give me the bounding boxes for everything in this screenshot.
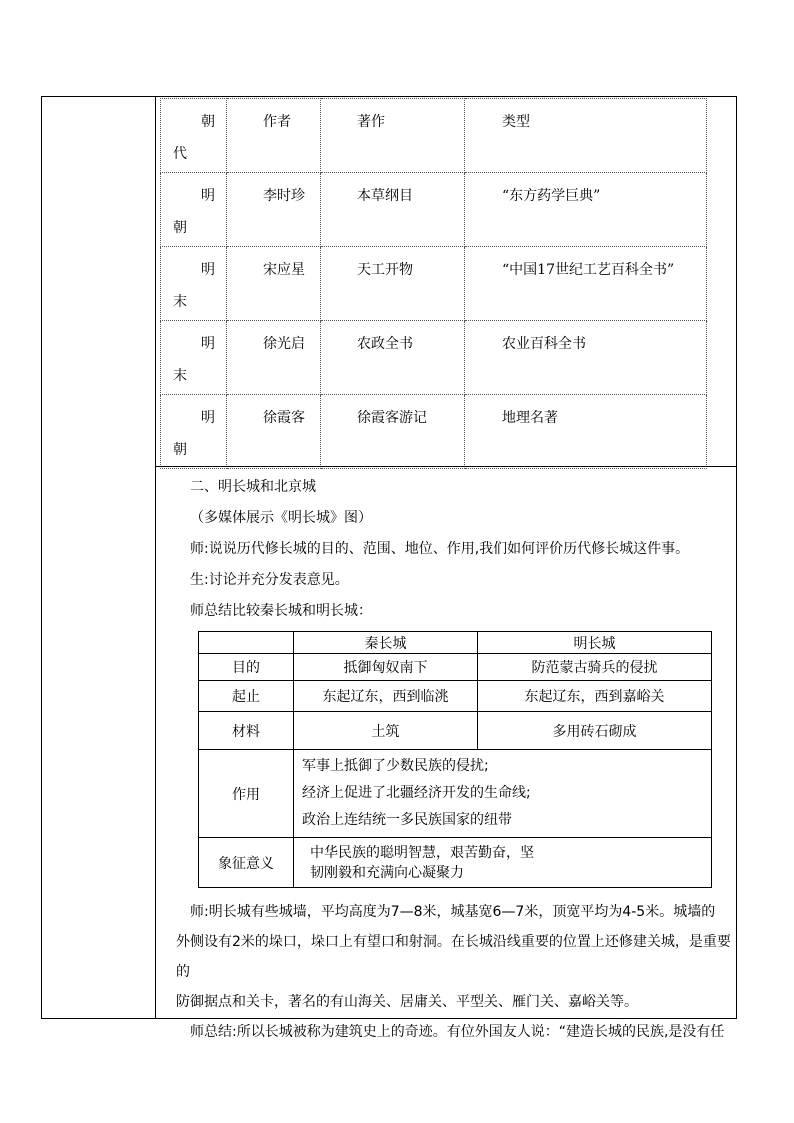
dynasty-cell (161, 247, 227, 321)
header-blank (199, 632, 294, 654)
type-text: “中国17世纪工艺百科全书” (502, 262, 675, 278)
dynasty-char: 朝 (173, 442, 187, 458)
dynasty-cell (161, 395, 227, 469)
type-text: 地理名著 (502, 410, 558, 426)
paragraph-line: 外侧设有2米的垛口，垛口上有望口和射洞。在长城沿线重要的位置上还修建关城，是重要的 (176, 934, 731, 980)
author-text: 宋应星 (263, 262, 305, 278)
author-cell (227, 247, 321, 321)
dynasty-cell (161, 99, 227, 173)
ming-cell: 东起辽东，西到嘉峪关 (478, 681, 712, 712)
paragraph-line: 师:明长城有些城墙，平均高度为7—8米，城基宽6—7米，顶宽平均为4-5米。城墙的 (190, 904, 716, 920)
type-text: “东方药学巨典” (502, 188, 601, 204)
dynasty-char: 明 (201, 188, 215, 204)
works-table (160, 98, 707, 469)
dynasty-char: 明 (201, 336, 215, 352)
effect-line: 经济上促进了北疆经济开发的生命线; (302, 785, 531, 801)
effect-label: 作用 (199, 750, 294, 838)
work-text: 徐霞客游记 (357, 410, 427, 426)
author-text: 徐光启 (263, 336, 305, 352)
work-text: 著作 (357, 114, 385, 130)
work-text: 天工开物 (357, 262, 413, 278)
work-text: 农政全书 (357, 336, 413, 352)
author-cell (227, 99, 321, 173)
works-row (161, 321, 707, 395)
type-cell (465, 321, 707, 395)
qin-cell: 东起辽东，西到临洮 (294, 681, 478, 712)
author-text: 徐霞客 (263, 410, 305, 426)
dynasty-char: 朝 (201, 114, 215, 130)
teacher-summary: 师总结比较秦长城和明长城： (190, 603, 372, 619)
type-cell (465, 173, 707, 247)
work-cell (321, 247, 465, 321)
section-divider (155, 466, 737, 467)
effect-line: 军事上抵御了少数民族的侵扰; (302, 758, 489, 774)
header-qin: 秦长城 (294, 632, 478, 654)
paragraph-line: 防御据点和关卡，著名的有山海关、居庸关、平型关、雁门关、嘉峪关等。 (176, 994, 638, 1010)
student-response: 生:讨论并充分发表意见。 (190, 572, 349, 588)
type-cell (465, 395, 707, 469)
type-cell (465, 99, 707, 173)
comparison-table (198, 631, 712, 888)
author-text: 李时珍 (263, 188, 305, 204)
dynasty-char: 末 (173, 294, 187, 310)
dynasty-cell (161, 173, 227, 247)
column-divider (155, 96, 156, 1019)
dynasty-char: 朝 (173, 220, 187, 236)
works-row (161, 395, 707, 469)
paragraph-line: 师总结:所以长城被称为建筑史上的奇迹。有位外国友人说：“建造长城的民族,是没有任 (190, 1024, 725, 1040)
effect-line: 政治上连结统一多民族国家的纽带 (302, 812, 512, 828)
dynasty-char: 代 (173, 146, 187, 162)
qin-cell: 土筑 (294, 712, 478, 750)
works-row (161, 247, 707, 321)
work-text: 本草纲目 (357, 188, 413, 204)
type-text: 类型 (502, 114, 530, 130)
dynasty-char: 明 (201, 262, 215, 278)
type-text: 农业百科全书 (502, 336, 586, 352)
symbol-line: 中华民族的聪明智慧，艰苦勤奋，坚 (310, 844, 534, 861)
row-label: 起止 (199, 681, 294, 712)
symbol-label: 象征意义 (199, 838, 294, 888)
dynasty-char: 末 (173, 368, 187, 384)
effect-cell (294, 750, 712, 838)
symbol-cell (294, 838, 712, 888)
dynasty-char: 明 (201, 410, 215, 426)
ming-cell: 多用砖石砌成 (478, 712, 712, 750)
work-cell (321, 99, 465, 173)
dynasty-cell (161, 321, 227, 395)
ming-cell: 防范蒙古骑兵的侵扰 (478, 654, 712, 681)
teacher-question: 师:说说历代修长城的目的、范围、地位、作用,我们如何评价历代修长城这件事。 (190, 541, 690, 557)
row-label: 材料 (199, 712, 294, 750)
work-cell (321, 173, 465, 247)
work-cell (321, 395, 465, 469)
header-ming: 明长城 (478, 632, 712, 654)
author-cell (227, 321, 321, 395)
section-heading: 二、明长城和北京城 (190, 479, 316, 495)
type-cell (465, 247, 707, 321)
media-note: （多媒体展示《明长城》图） (190, 510, 372, 526)
author-cell (227, 173, 321, 247)
works-row (161, 99, 707, 173)
wall-description (176, 897, 732, 1047)
row-label: 目的 (199, 654, 294, 681)
works-row (161, 173, 707, 247)
author-text: 作者 (263, 114, 291, 130)
author-cell (227, 395, 321, 469)
work-cell (321, 321, 465, 395)
qin-cell: 抵御匈奴南下 (294, 654, 478, 681)
symbol-line: 韧刚毅和充满向心凝聚力 (310, 864, 464, 881)
